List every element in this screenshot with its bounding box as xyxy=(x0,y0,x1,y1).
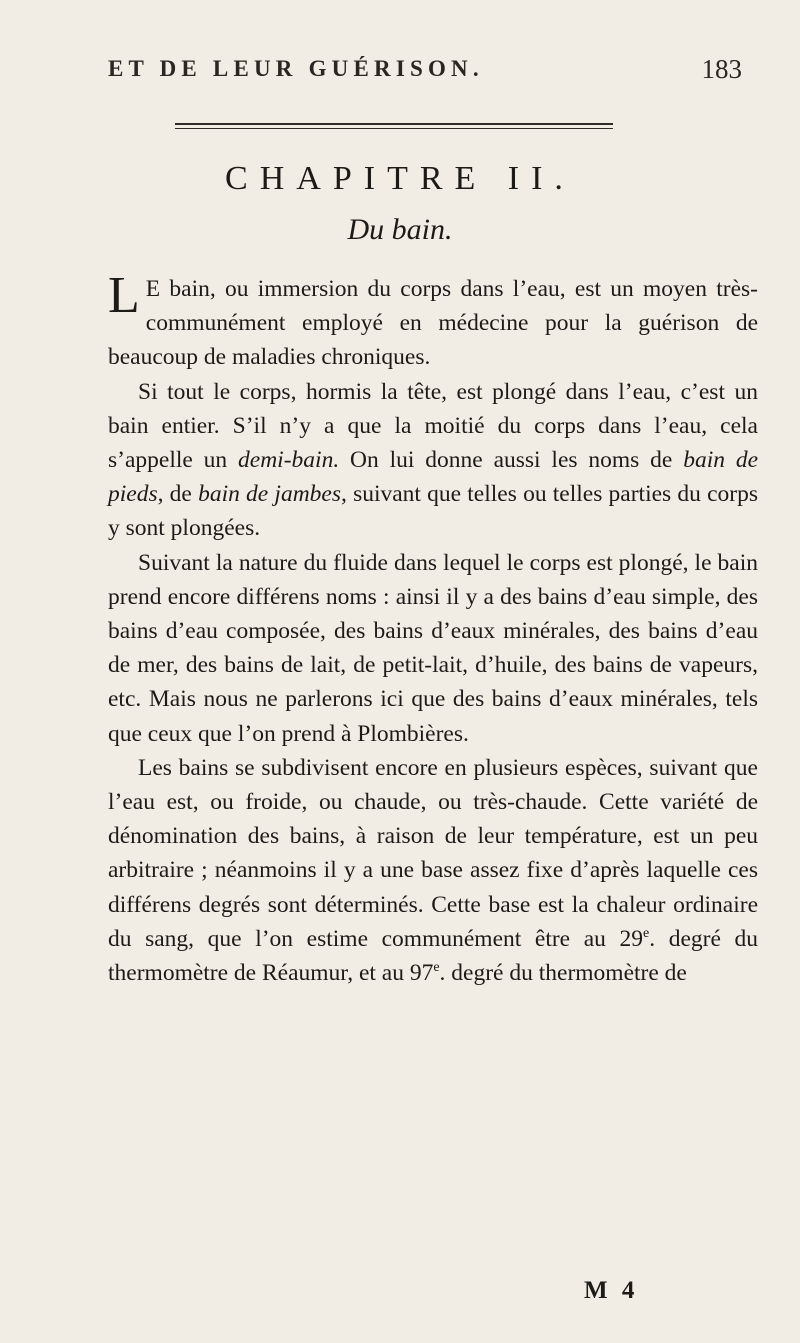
paragraph-4 xyxy=(108,751,758,990)
paragraph-2-text-g: , suivant que telles ou telles parties du corps y sont plongées. xyxy=(108,481,758,542)
body-text xyxy=(108,267,758,990)
page-number: 183 xyxy=(701,54,742,84)
chapter-rule-thin xyxy=(175,128,613,129)
signature-mark: M 4 xyxy=(584,1277,639,1304)
running-head-title: ET DE LEUR GUÉRISON. xyxy=(108,56,484,81)
paragraph-1 xyxy=(108,267,758,375)
first-word-rest: E xyxy=(145,276,161,302)
chapter-subtitle: Du bain. xyxy=(347,213,453,246)
chapter-heading: CHAPITRE II. xyxy=(225,160,575,197)
superscript-e-1: e xyxy=(643,926,650,942)
paragraph-2-text-a: Si tout le corps, hormis la tête, est plongé dans l’eau, c’est un bain entier. S’il n’y a que la moitié du corps dans l’eau, cela s’appelle un xyxy=(108,378,758,474)
paragraph-4-text-c: . degré du thermomètre de xyxy=(439,960,687,987)
drop-cap: L xyxy=(108,267,140,324)
term-bain-de-jambes: bain de jambes xyxy=(198,481,341,508)
paragraph-2-text-c: On lui donne aussi les noms de xyxy=(339,447,684,474)
superscript-e-2: e xyxy=(433,960,440,976)
paragraph-3: Suivant la nature du fluide dans lequel le corps est plongé, le bain prend encore différens noms : ainsi il y a des bains d’eau simple, des bains d’eau composée, des bains d’eaux minérales, des bains d’eau de mer, des bains de lait, de petit-lait, d’huile, des bains de vapeurs, etc. Mais nous ne parlerons ici que des bains d’eaux minérales, tels que ceux que l’on prend à Plombières. xyxy=(108,549,758,747)
chapter-rule-thick xyxy=(175,123,613,125)
paragraph-4-text-b: . degré du thermomètre de Réaumur, et au 97 xyxy=(108,925,758,987)
term-demi-bain: demi-bain. xyxy=(238,447,340,474)
term-bain-de-pieds: bain de pieds xyxy=(108,447,758,508)
paragraph-2 xyxy=(108,375,758,546)
running-head xyxy=(108,46,748,86)
paragraph-1-text: bain, ou immersion du corps dans l’eau, est un moyen très-communément employé en médecine pour la guérison de beaucoup de maladies chroniques. xyxy=(108,276,758,371)
paragraph-4-text-a: Les bains se subdivisent encore en plusieurs espèces, suivant que l’eau est, ou froide, ou chaude, ou très-chaude. Cette variété de dénomination des bains, à raison de leur température, est un peu arbitraire ; néanmoins il y a une base assez fixe d’après laquelle ces différens degrés sont déterminés. Cette base est la chaleur ordinaire du sang, que l’on estime communément être au 29 xyxy=(108,754,758,952)
paragraph-2-text-e: , de xyxy=(157,481,199,508)
